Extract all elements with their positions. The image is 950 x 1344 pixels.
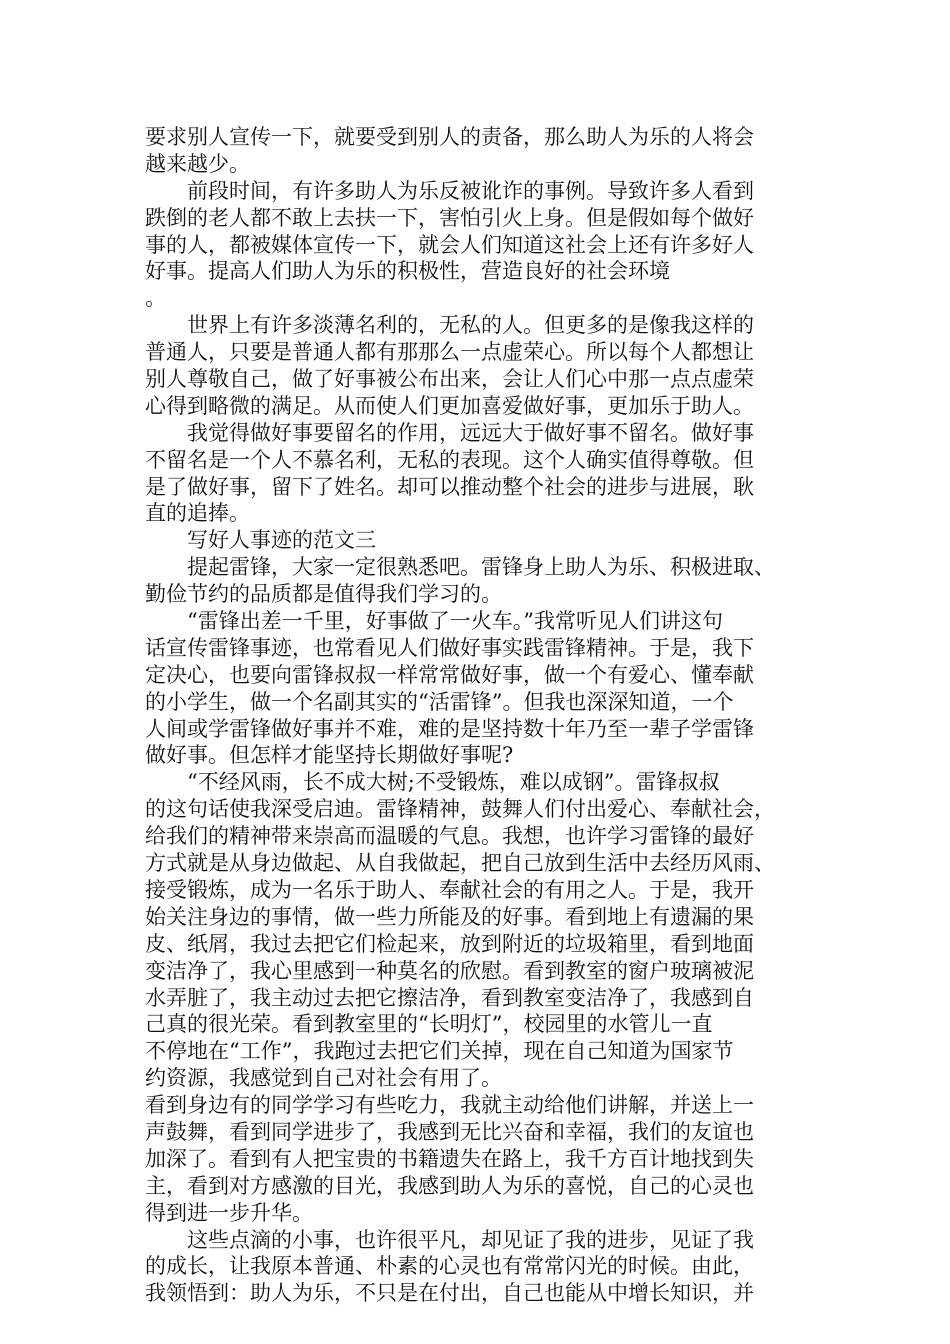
text-line: 皮、纸屑，我过去把它们检起来，放到附近的垃圾箱里，看到地面	[145, 931, 754, 956]
text-line: 的这句话使我深受启迪。雷锋精神，鼓舞人们付出爱心、奉献社会，	[145, 797, 775, 822]
text-line: 前段时间，有许多助人为乐反被讹诈的事例。导致许多人看到	[145, 178, 754, 203]
text-line: 看到身边有的同学学习有些吃力，我就主动给他们讲解，并送上一	[145, 1093, 754, 1118]
text-line: 要求别人宣传一下，就要受到别人的责备，那么助人为乐的人将会	[145, 125, 754, 149]
text-line: 做好事。但怎样才能坚持长期做好事呢?	[145, 743, 514, 768]
text-line: 给我们的精神带来崇高而温暖的气息。我想，也许学习雷锋的最好	[145, 824, 754, 849]
text-line: 跌倒的老人都不敢上去扶一下，害怕引火上身。但是假如每个做好	[145, 205, 754, 230]
text-line: 变洁净了，我心里感到一种莫名的欣慰。看到教室的窗户玻璃被泥	[145, 958, 754, 983]
text-line: 约资源，我感觉到自己对社会有用了。	[145, 1066, 502, 1091]
text-line: “雷锋出差一千里，好事做了一火车。”我常听见人们讲这句	[145, 609, 723, 634]
text-line: 的成长，让我原本普通、朴素的心灵也有常常闪光的时候。由此，	[145, 1254, 754, 1279]
text-line: 我觉得做好事要留名的作用，远远大于做好事不留名。做好事	[145, 420, 754, 445]
text-line: 始关注身边的事情，做一些力所能及的好事。看到地上有遗漏的果	[145, 904, 754, 929]
text-line: 人间或学雷锋做好事并不难，难的是坚持数十年乃至一辈子学雷锋	[145, 716, 754, 741]
text-line: 己真的很光荣。看到教室里的“长明灯”，校园里的水管儿一直	[145, 1012, 713, 1037]
text-line: “不经风雨，长不成大树;不受锻炼，难以成钢”。雷锋叔叔	[145, 770, 720, 795]
text-line: 不留名是一个人不慕名利，无私的表现。这个人确实值得尊敬。但	[145, 447, 754, 472]
text-line: 话宣传雷锋事迹，也常看见人们做好事实践雷锋精神。于是，我下	[145, 635, 754, 660]
text-line: 的小学生，做一个名副其实的“活雷锋”。但我也深深知道，一个	[145, 689, 734, 714]
text-line: 直的追捧。	[145, 501, 250, 526]
text-line: 加深了。看到有人把宝贵的书籍遗失在路上，我千方百计地找到失	[145, 1146, 754, 1171]
text-line: 得到进一步升华。	[145, 1200, 313, 1225]
text-line: 别人尊敬自己，做了好事被公布出来，会让人们心中那一点点虚荣	[145, 367, 754, 392]
text-line: 普通人，只要是普通人都有那那么一点虚荣心。所以每个人都想让	[145, 340, 754, 365]
text-line: 不停地在“工作”，我跑过去把它们关掉，现在自己知道为国家节	[145, 1039, 734, 1064]
text-line: 接受锻炼，成为一名乐于助人、奉献社会的有用之人。于是，我开	[145, 877, 754, 902]
text-line: 我领悟到：助人为乐，不只是在付出，自己也能从中增长知识，并	[145, 1281, 754, 1306]
text-line: 事的人，都被媒体宣传一下，就会人们知道这社会上还有许多好人	[145, 232, 754, 257]
text-line: 方式就是从身边做起、从自我做起，把自己放到生活中去经历风雨、	[145, 851, 775, 876]
text-line: 是了做好事，留下了姓名。却可以推动整个社会的进步与进展，耿	[145, 474, 754, 499]
text-line: 水弄脏了，我主动过去把它擦洁净，看到教室变洁净了，我感到自	[145, 985, 754, 1010]
text-line: 主，看到对方感激的目光，我感到助人为乐的喜悦，自己的心灵也	[145, 1173, 754, 1198]
text-line: 勤俭节约的品质都是值得我们学习的。	[145, 582, 502, 607]
text-line: 心得到略微的满足。从而使人们更加喜爱做好事，更加乐于助人。	[145, 393, 754, 418]
text-line: 世界上有许多淡薄名利的，无私的人。但更多的是像我这样的	[145, 313, 754, 338]
text-line: 这些点滴的小事，也许很平凡，却见证了我的进步，见证了我	[145, 1227, 754, 1252]
section-heading: 写好人事迹的范文三	[145, 528, 376, 553]
text-line: 声鼓舞，看到同学进步了，我感到无比兴奋和幸福，我们的友谊也	[145, 1119, 754, 1144]
text-line: 。	[145, 286, 166, 311]
document-body	[145, 124, 825, 1307]
text-line: 越来越少。	[145, 151, 250, 176]
text-line: 好事。提高人们助人为乐的积极性，营造良好的社会环境	[145, 259, 670, 284]
text-line: 定决心，也要向雷锋叔叔一样常常做好事，做一个有爱心、懂奉献	[145, 662, 754, 687]
text-line: 提起雷锋，大家一定很熟悉吧。雷锋身上助人为乐、积极进取、	[145, 555, 775, 580]
